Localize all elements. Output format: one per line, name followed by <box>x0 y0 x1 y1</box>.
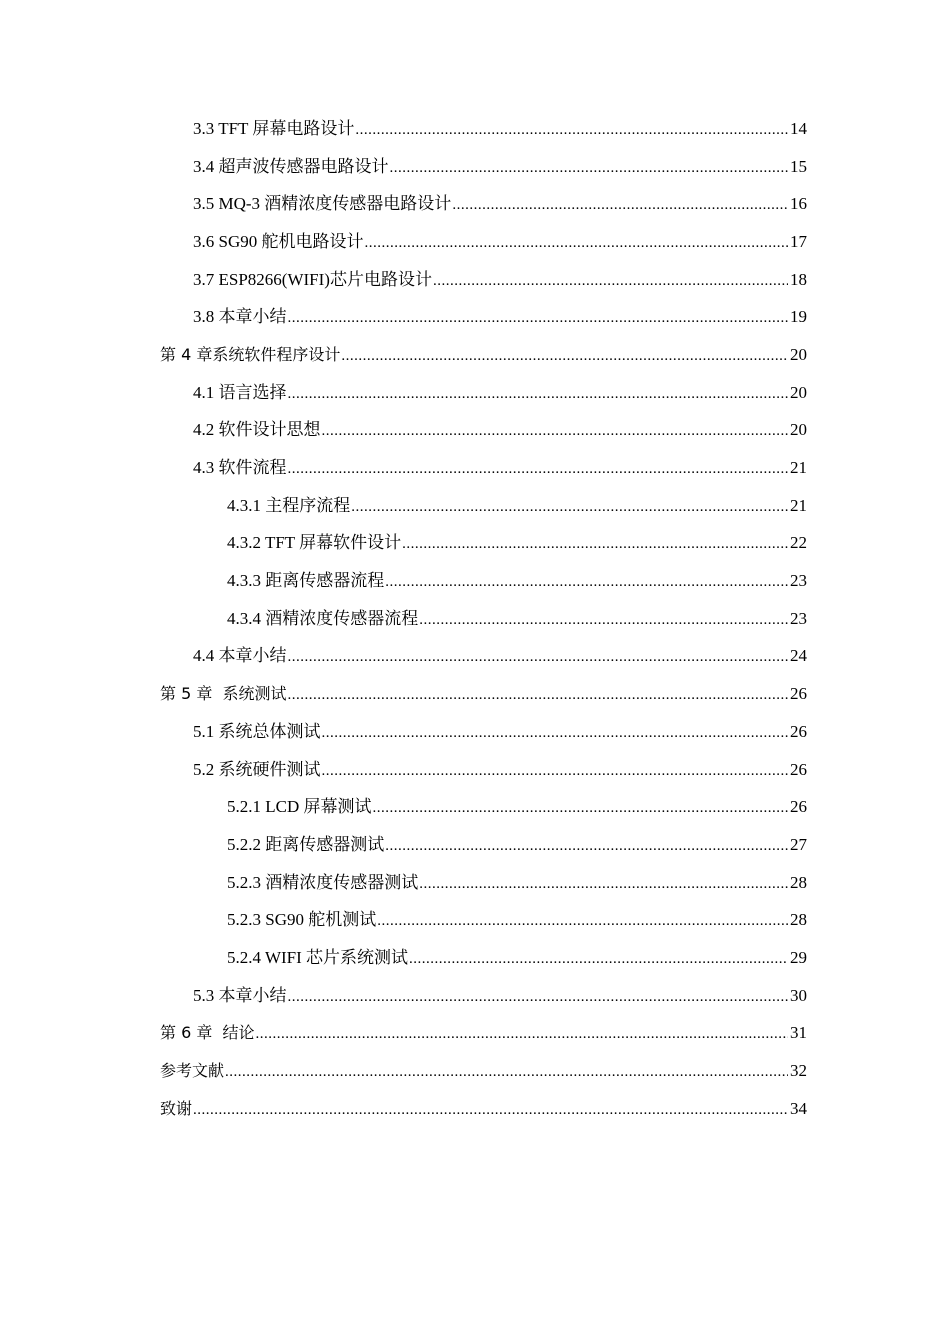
toc-entry-title: 4.3 软件流程 <box>193 458 287 478</box>
toc-dot-leader <box>288 458 789 478</box>
toc-entry-title: 4.3.4 酒精浓度传感器流程 <box>227 608 419 628</box>
toc-entry-page-number: 21 <box>790 458 807 478</box>
toc-entry-title: 3.7 ESP8266(WIFI)芯片电路设计 <box>193 269 432 289</box>
toc-dot-leader <box>402 533 788 553</box>
toc-entry-page-number: 31 <box>790 1023 807 1043</box>
toc-dot-leader <box>225 1061 788 1081</box>
toc-dot-leader <box>193 1099 788 1119</box>
toc-entry-title: 5.2.1 LCD 屏幕测试 <box>227 797 372 817</box>
toc-dot-leader <box>288 986 789 1006</box>
toc-entry[interactable] <box>0 977 950 1015</box>
toc-entry-page-number: 15 <box>790 156 807 176</box>
toc-dot-leader <box>288 646 789 666</box>
toc-entry[interactable] <box>0 525 950 563</box>
toc-entry[interactable] <box>0 110 950 148</box>
toc-entry-page-number: 23 <box>790 571 807 591</box>
toc-entry-page-number: 32 <box>790 1061 807 1081</box>
toc-dot-leader <box>256 1023 788 1043</box>
toc-entry[interactable] <box>0 600 950 638</box>
toc-entry-page-number: 22 <box>790 533 807 553</box>
toc-entry-page-number: 26 <box>790 684 807 704</box>
toc-entry-page-number: 28 <box>790 872 807 892</box>
toc-entry-title: 5.2.2 距离传感器测试 <box>227 834 385 854</box>
toc-entry-title: 3.6 SG90 舵机电路设计 <box>193 231 364 251</box>
toc-entry[interactable] <box>0 864 950 902</box>
toc-entry[interactable] <box>0 713 950 751</box>
toc-dot-leader <box>385 835 788 855</box>
toc-entry-page-number: 14 <box>790 118 807 138</box>
toc-entry-title: 3.3 TFT 屏幕电路设计 <box>193 118 355 138</box>
toc-entry-title: 5.2.3 酒精浓度传感器测试 <box>227 872 419 892</box>
toc-entry-page-number: 26 <box>790 759 807 779</box>
toc-dot-leader <box>390 157 789 177</box>
toc-entry-title: 4.1 语言选择 <box>193 382 287 402</box>
toc-entry-title: 第 4 章系统软件程序设计 <box>160 344 341 364</box>
toc-entry-title: 5.2 系统硬件测试 <box>193 759 321 779</box>
toc-entry[interactable] <box>0 449 950 487</box>
toc-dot-leader <box>409 948 788 968</box>
toc-dot-leader <box>433 270 788 290</box>
toc-entry-page-number: 34 <box>790 1098 807 1118</box>
toc-entry-title: 3.4 超声波传感器电路设计 <box>193 156 389 176</box>
toc-entry-page-number: 26 <box>790 721 807 741</box>
toc-entry[interactable] <box>0 562 950 600</box>
toc-entry-page-number: 23 <box>790 608 807 628</box>
toc-entry[interactable] <box>0 336 950 374</box>
toc-entry[interactable] <box>0 261 950 299</box>
toc-entry-page-number: 21 <box>790 495 807 515</box>
table-of-contents <box>0 110 950 1128</box>
toc-entry[interactable] <box>0 374 950 412</box>
toc-entry-title: 5.3 本章小结 <box>193 985 287 1005</box>
toc-dot-leader <box>377 910 788 930</box>
toc-entry-title: 5.2.3 SG90 舵机测试 <box>227 910 377 930</box>
toc-entry[interactable] <box>0 223 950 261</box>
toc-entry[interactable] <box>0 1090 950 1128</box>
toc-dot-leader <box>385 571 788 591</box>
toc-entry[interactable] <box>0 638 950 676</box>
toc-entry-page-number: 26 <box>790 797 807 817</box>
toc-dot-leader <box>419 609 788 629</box>
toc-entry-page-number: 24 <box>790 646 807 666</box>
toc-entry[interactable] <box>0 751 950 789</box>
toc-dot-leader <box>355 119 788 139</box>
toc-entry-page-number: 19 <box>790 307 807 327</box>
toc-entry[interactable] <box>0 148 950 186</box>
toc-entry[interactable] <box>0 298 950 336</box>
toc-dot-leader <box>288 307 789 327</box>
toc-entry-title: 3.5 MQ-3 酒精浓度传感器电路设计 <box>193 194 452 214</box>
toc-dot-leader <box>322 420 789 440</box>
toc-entry[interactable] <box>0 675 950 713</box>
toc-entry[interactable] <box>0 788 950 826</box>
toc-entry-page-number: 18 <box>790 269 807 289</box>
toc-entry[interactable] <box>0 1015 950 1053</box>
toc-dot-leader <box>373 797 789 817</box>
toc-dot-leader <box>322 760 789 780</box>
toc-entry-title: 致谢 <box>160 1098 193 1118</box>
toc-entry-title: 第 5 章 系统测试 <box>160 684 287 704</box>
toc-entry-page-number: 30 <box>790 985 807 1005</box>
toc-entry-title: 4.3.3 距离传感器流程 <box>227 571 385 591</box>
toc-dot-leader <box>364 232 788 252</box>
toc-entry-page-number: 16 <box>790 194 807 214</box>
toc-entry-page-number: 28 <box>790 910 807 930</box>
toc-entry[interactable] <box>0 901 950 939</box>
toc-entry[interactable] <box>0 1052 950 1090</box>
toc-entry-page-number: 20 <box>790 344 807 364</box>
toc-entry-title: 5.1 系统总体测试 <box>193 721 321 741</box>
toc-entry-page-number: 20 <box>790 382 807 402</box>
toc-dot-leader <box>288 684 788 704</box>
toc-entry-title: 第 6 章 结论 <box>160 1023 255 1043</box>
toc-entry-page-number: 20 <box>790 420 807 440</box>
toc-entry[interactable] <box>0 939 950 977</box>
toc-entry-page-number: 27 <box>790 834 807 854</box>
toc-entry-title: 4.2 软件设计思想 <box>193 420 321 440</box>
toc-dot-leader <box>341 345 788 365</box>
toc-entry-title: 3.8 本章小结 <box>193 307 287 327</box>
toc-dot-leader <box>419 873 788 893</box>
toc-entry-title: 参考文献 <box>160 1061 225 1081</box>
toc-dot-leader <box>351 496 788 516</box>
toc-dot-leader <box>322 722 789 742</box>
toc-entry-title: 4.3.1 主程序流程 <box>227 495 351 515</box>
toc-entry-page-number: 29 <box>790 947 807 967</box>
toc-entry[interactable] <box>0 185 950 223</box>
toc-dot-leader <box>288 383 789 403</box>
toc-entry[interactable] <box>0 412 950 450</box>
toc-entry-title: 4.4 本章小结 <box>193 646 287 666</box>
toc-entry-title: 5.2.4 WIFI 芯片系统测试 <box>227 947 409 967</box>
toc-entry[interactable] <box>0 487 950 525</box>
toc-entry[interactable] <box>0 826 950 864</box>
toc-dot-leader <box>452 194 788 214</box>
toc-entry-title: 4.3.2 TFT 屏幕软件设计 <box>227 533 402 553</box>
toc-entry-page-number: 17 <box>790 231 807 251</box>
